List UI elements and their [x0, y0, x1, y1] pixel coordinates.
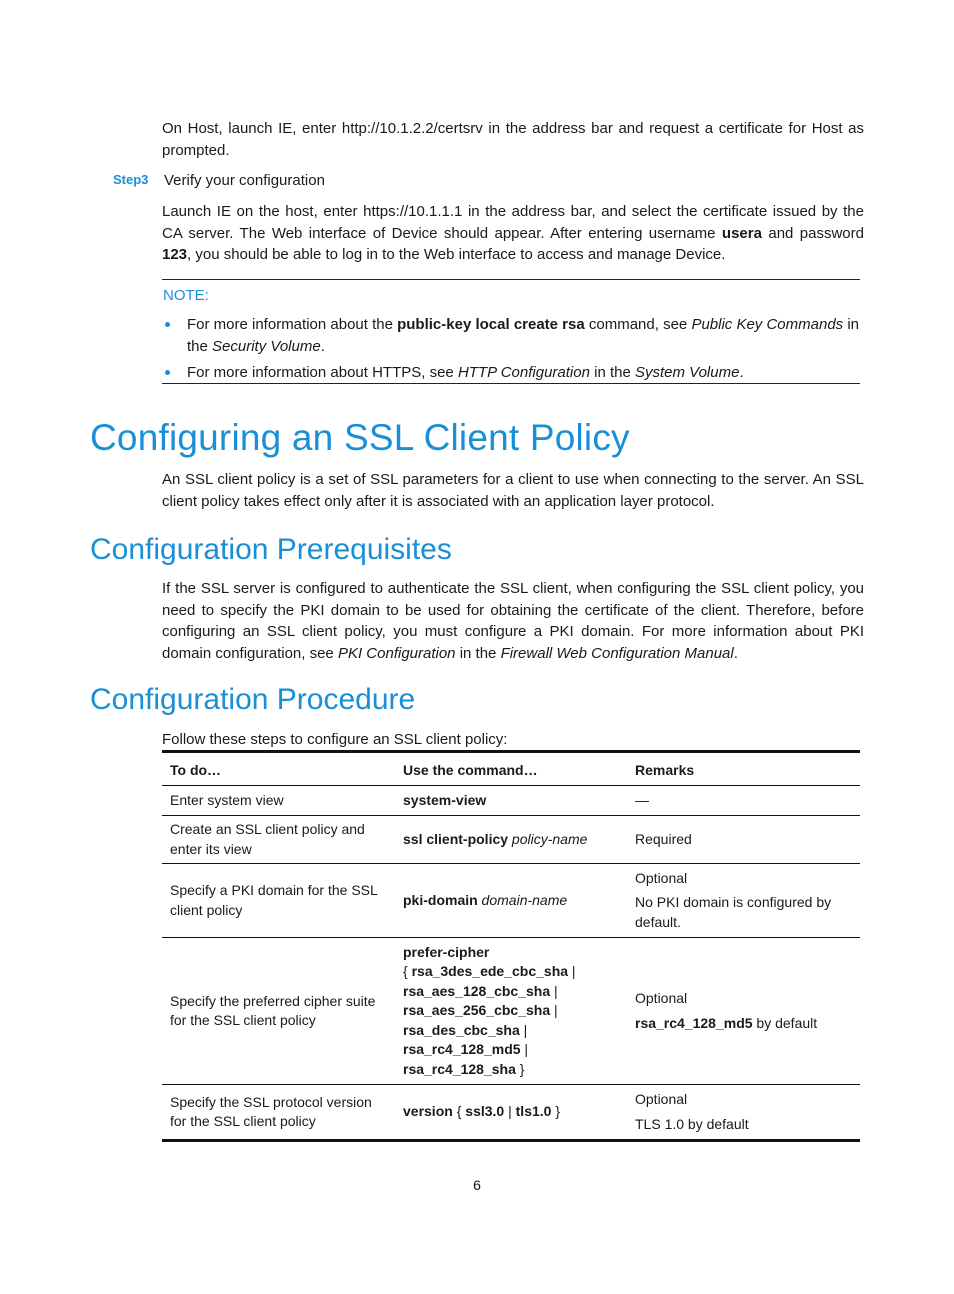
note-top-rule	[162, 279, 860, 280]
cell-command: system-view	[395, 786, 627, 816]
bullet-dot-icon	[165, 370, 170, 375]
table-header-row	[162, 752, 860, 786]
table-row	[162, 938, 860, 1085]
step3-title: Verify your configuration	[164, 172, 325, 189]
cell-remarks: Optional rsa_rc4_128_md5 by default	[627, 938, 860, 1085]
intro-text: On Host, launch IE, enter http://10.1.2.2/certsrv in the address bar and request a certificate for Host as prompted.	[162, 120, 864, 159]
note-bullet-2: For more information about HTTPS, see HTTP Configuration in the System Volume.	[187, 364, 744, 381]
note-bottom-rule	[162, 383, 860, 384]
cell-command: version { ssl3.0 | tls1.0 }	[395, 1085, 627, 1141]
note-bullet-1: For more information about the public-key local create rsa command, see Public Key Commands in the Security Volume.	[187, 316, 860, 355]
cell-command: prefer-cipher { rsa_3des_ede_cbc_sha | rsa_aes_128_cbc_sha | rsa_aes_256_cbc_sha | rsa_des_cbc_sha | rsa_rc4_128_md5 | rsa_rc4_128_sha }	[395, 938, 627, 1085]
configuration-steps-table	[162, 750, 860, 1142]
column-header-todo: To do…	[162, 752, 395, 786]
cell-todo: Specify the SSL protocol version for the SSL client policy	[162, 1085, 395, 1141]
section-title-procedure: Configuration Procedure	[90, 683, 416, 716]
bullet-dot-icon	[165, 322, 170, 327]
column-header-remarks: Remarks	[627, 752, 860, 786]
table-row	[162, 816, 860, 864]
section-title-prerequisites: Configuration Prerequisites	[90, 533, 452, 566]
cell-todo: Specify the preferred cipher suite for the SSL client policy	[162, 938, 395, 1085]
cell-command: ssl client-policy policy-name	[395, 816, 627, 864]
cell-todo: Specify a PKI domain for the SSL client policy	[162, 864, 395, 938]
cell-remarks: —	[627, 786, 860, 816]
table-row	[162, 864, 860, 938]
page-number: 6	[473, 1177, 481, 1193]
section-title-ssl-client-policy: Configuring an SSL Client Policy	[90, 417, 630, 458]
step3-label: Step3	[113, 172, 149, 187]
password-value: 123	[162, 246, 188, 263]
cell-remarks: Required	[627, 816, 860, 864]
procedure-intro: Follow these steps to configure an SSL client policy:	[162, 731, 508, 748]
cell-remarks: Optional No PKI domain is configured by default.	[627, 864, 860, 938]
ssl-policy-description: An SSL client policy is a set of SSL parameters for a client to use when connecting to the server. An SSL client policy takes effect only after it is associated with an application layer protocol.	[162, 471, 864, 510]
table-row	[162, 786, 860, 816]
prerequisites-paragraph: If the SSL server is configured to authenticate the SSL client, when configuring the SSL client policy, you need to specify the PKI domain to be used for obtaining the certificate of the client. Therefore, before configuring an SSL client policy, you must configure a PKI domain. For more information about PKI domain configuration, see PKI Configuration in the Firewall Web Configuration Manual.	[162, 580, 864, 662]
cell-todo: Enter system view	[162, 786, 395, 816]
cell-command: pki-domain domain-name	[395, 864, 627, 938]
intro-paragraph	[162, 118, 864, 161]
column-header-command: Use the command…	[395, 752, 627, 786]
step3-body: Launch IE on the host, enter https://10.1.1.1 in the address bar, and select the certificate issued by the CA server. The Web interface of Device should appear. After entering username usera and password 123, you should be able to log in to the Web interface to access and manage Device.	[162, 203, 864, 263]
cell-todo: Create an SSL client policy and enter its view	[162, 816, 395, 864]
table-row	[162, 1085, 860, 1141]
cell-remarks: Optional TLS 1.0 by default	[627, 1085, 860, 1141]
note-label: NOTE:	[163, 287, 209, 304]
username-value: usera	[721, 224, 762, 242]
note-command: public-key local create rsa	[397, 316, 585, 333]
